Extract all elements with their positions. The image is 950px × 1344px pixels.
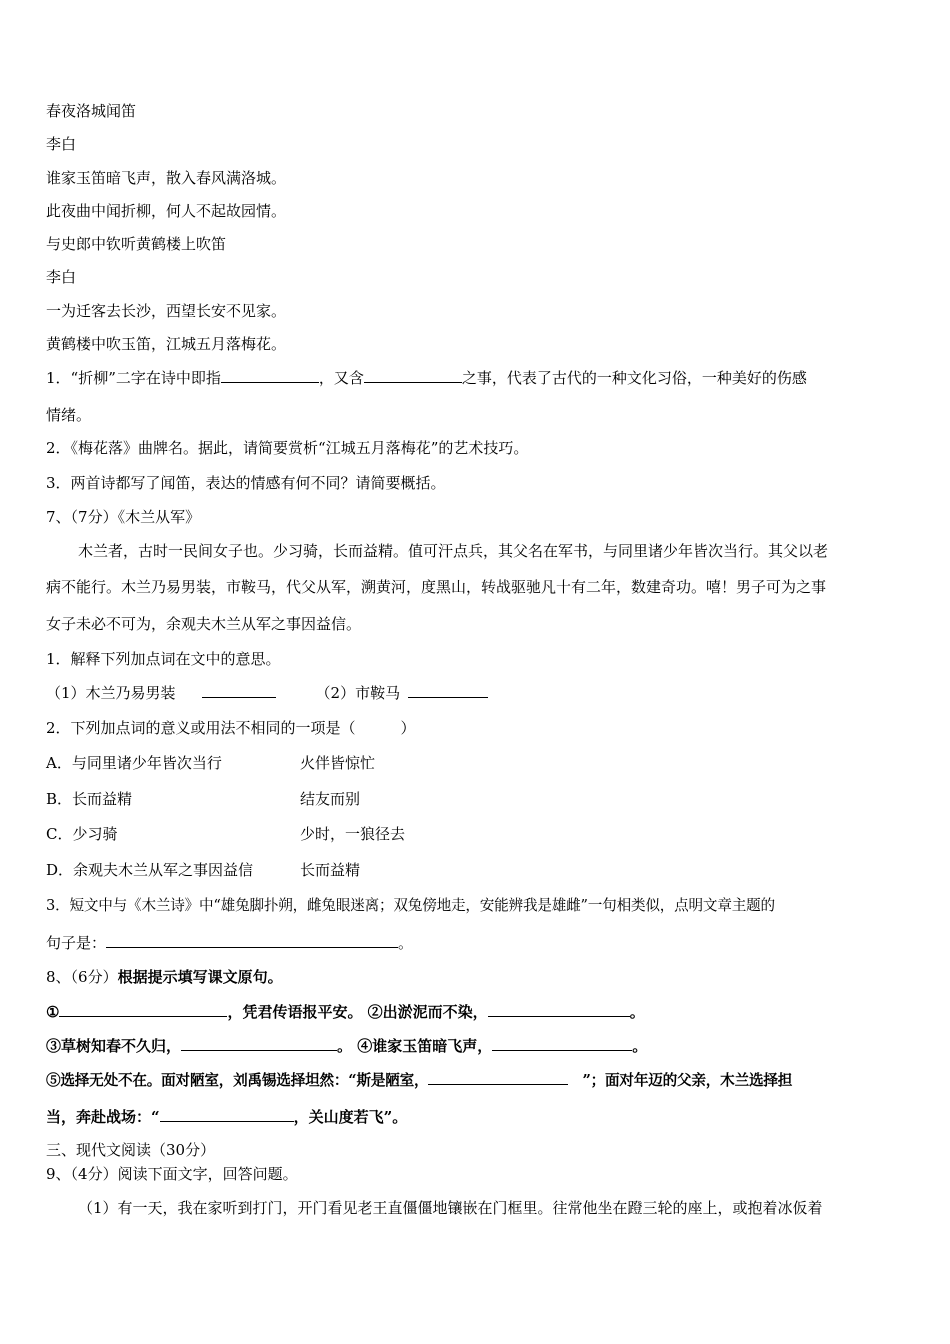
option-left: A．与同里诸少年皆次当行: [46, 754, 222, 772]
q8-line-4: [46, 1107, 407, 1127]
q8-l2-a: ③草树知春不久归，: [46, 1037, 182, 1055]
answer-blank[interactable]: [181, 1036, 337, 1051]
option-row: [46, 753, 222, 773]
q7-sub1-item-b: （2）市鞍马: [315, 684, 401, 702]
q8-line-2: [46, 1036, 647, 1056]
q8-number: 8、（6分）: [46, 968, 118, 986]
answer-blank[interactable]: [202, 683, 276, 698]
q7-sub-question-3: 3．短文中与《木兰诗》中“雄兔脚扑朔，雌兔眼迷离；双兔傍地走，安能辨我是雄雌”一句相类似，点明文章主题的: [46, 897, 775, 914]
poem2-author: 李白: [46, 268, 77, 286]
answer-blank[interactable]: [364, 368, 462, 383]
poem1-line-1: 谁家玉笛暗飞声，散入春风满洛城。: [46, 169, 287, 187]
q7-header: 7、（7分）《木兰从军》: [46, 508, 201, 526]
q7-sub1-items: [46, 683, 488, 703]
q9-header: 9、（4分）阅读下面文字，回答问题。: [46, 1165, 298, 1183]
q7-sub3-end: 。: [398, 934, 414, 952]
answer-blank[interactable]: [492, 1036, 632, 1051]
q7-passage-line: 病不能行。木兰乃易男装，市鞍马，代父从军，溯黄河，度黑山，转战驱驰凡十有二年，数建奇功。嘻！男子可为之事: [46, 578, 827, 596]
option-right: 火伴皆惊忙: [300, 754, 376, 772]
option-row: [46, 860, 253, 880]
q8-l3-a: ⑤选择无处不在。面对陋室，刘禹锡选择坦然：“斯是陋室，: [46, 1072, 429, 1089]
q8-line-1: [46, 1002, 645, 1022]
poem2-line-1: 一为迁客去长沙，西望长安不见家。: [46, 302, 287, 320]
q8-l1-b: ，凭君传语报平安。 ②出淤泥而不染，: [227, 1003, 488, 1021]
q8-l2-b: 。 ④谁家玉笛暗飞声，: [337, 1037, 493, 1055]
q8-l1-c: 。: [629, 1003, 645, 1021]
q6-question-3: 3．两首诗都写了闻笛，表达的情感有何不同？请简要概括。: [46, 474, 446, 492]
q8-instruction: 根据提示填写课文原句。: [117, 968, 283, 986]
answer-blank[interactable]: [408, 683, 488, 698]
section-3-title: 三、现代文阅读（30分）: [46, 1141, 216, 1159]
poem2-line-2: 黄鹤楼中吹玉笛，江城五月落梅花。: [46, 335, 287, 353]
q8-header: [46, 967, 283, 987]
q7-sub-question-2: 2．下列加点词的意义或用法不相同的一项是（ ）: [46, 719, 416, 737]
option-right: 少时，一狼径去: [300, 825, 406, 843]
answer-blank[interactable]: [221, 368, 319, 383]
answer-blank[interactable]: [428, 1070, 568, 1085]
option-row: [46, 824, 117, 844]
answer-blank[interactable]: [160, 1107, 294, 1122]
q7-sub3-label: 句子是：: [46, 934, 107, 952]
q6-q1-text-c: 之事，代表了古代的一种文化习俗，一种美好的伤感: [461, 369, 807, 387]
poem1-title: 春夜洛城闻笛: [46, 102, 137, 120]
q8-l1-a: ①: [46, 1003, 60, 1021]
option-right: 长而益精: [300, 861, 361, 879]
q6-q1-text-b: ，又含: [318, 369, 364, 387]
q8-l2-c: 。: [632, 1037, 648, 1055]
option-left: B．长而益精: [46, 790, 133, 808]
option-right: 结友而别: [300, 790, 361, 808]
q8-l3-b: ”；面对年迈的父亲，木兰选择担: [582, 1072, 793, 1089]
poem2-title: 与史郎中钦听黄鹤楼上吹笛: [46, 235, 227, 253]
option-left: D．余观夫木兰从军之事因益信: [46, 861, 254, 879]
q8-l4-b: ，关山度若飞”。: [293, 1108, 408, 1126]
answer-blank[interactable]: [488, 1002, 630, 1017]
poem1-line-2: 此夜曲中闻折柳，何人不起故园情。: [46, 202, 287, 220]
q7-sub1-item-a: （1）木兰乃易男装: [46, 684, 176, 702]
q6-question-2: 2．《梅花落》曲牌名。据此，请简要赏析“江城五月落梅花”的艺术技巧。: [46, 439, 529, 457]
q7-passage-line: 木兰者，古时一民间女子也。少习骑，长而益精。值可汗点兵，其父名在军书，与同里诸少年皆次当行。其父以老: [78, 542, 829, 560]
q6-q1-continuation: 情绪。: [46, 406, 92, 424]
answer-blank[interactable]: [106, 933, 398, 948]
poem1-author: 李白: [46, 135, 77, 153]
q7-sub-question-1: 1．解释下列加点词在文中的意思。: [46, 650, 281, 668]
q6-question-1: [46, 368, 807, 388]
q8-line-3: [46, 1070, 792, 1091]
q7-passage-line: 女子未必不可为，余观夫木兰从军之事因益信。: [46, 615, 362, 633]
answer-blank[interactable]: [59, 1002, 227, 1017]
q6-q1-text-a: 1．“折柳”二字在诗中即指: [46, 369, 221, 387]
q9-passage-line: （1）有一天，我在家听到打门，开门看见老王直僵僵地镶嵌在门框里。往常他坐在蹬三轮的座上，或抱着冰仮着: [78, 1199, 823, 1217]
q7-sub3-answer-line: [46, 933, 413, 953]
option-left: C．少习骑: [46, 825, 118, 843]
q8-l4-a: 当，奔赴战场：“: [46, 1108, 160, 1126]
option-row: [46, 789, 132, 809]
